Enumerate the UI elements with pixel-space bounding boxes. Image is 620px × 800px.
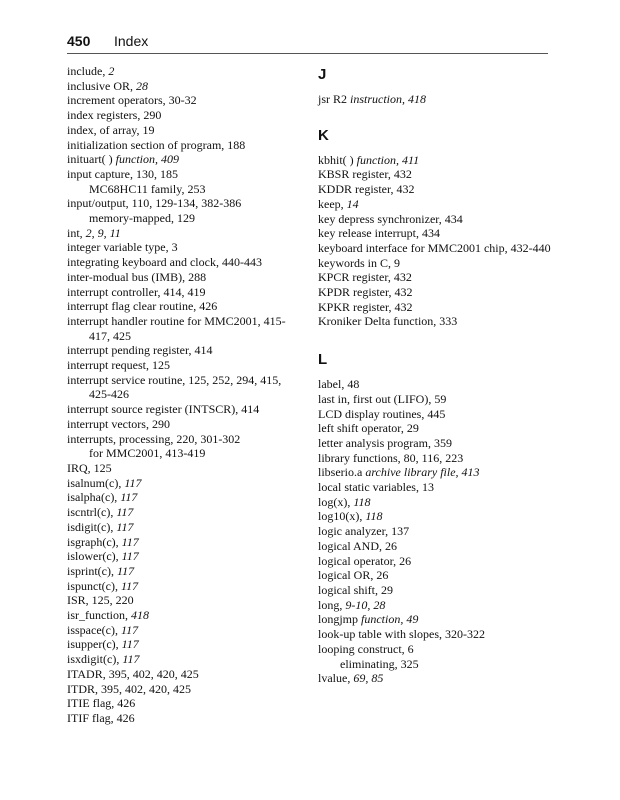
section-letter-j: J [318, 66, 327, 83]
index-term: kbhit( ) [318, 152, 357, 167]
index-entry [67, 417, 307, 432]
index-entry [67, 637, 307, 652]
index-term: look-up table with slopes, 320-322 [318, 627, 485, 642]
index-term: libserio.a [318, 465, 366, 480]
section-letter-k: K [318, 126, 329, 144]
index-term: logical operator, 26 [318, 553, 412, 568]
index-term: local static variables, 13 [318, 480, 434, 495]
index-term: ITIE flag, 426 [67, 696, 136, 711]
index-entry [318, 612, 558, 627]
page-reference: 2 [108, 64, 115, 78]
page-reference: 9-10, 28 [345, 597, 386, 612]
index-term: include, [67, 64, 109, 78]
index-entry [318, 598, 558, 613]
index-entry [67, 299, 307, 314]
section-letter-l: L [318, 351, 328, 369]
index-term: index registers, 290 [67, 108, 162, 123]
index-entry [67, 123, 307, 138]
index-term: eliminating, 325 [340, 656, 419, 671]
page-reference: 2, 9, 11 [85, 225, 121, 240]
index-entry [318, 300, 558, 315]
index-entry [67, 696, 307, 711]
page-number: 450 [67, 33, 91, 49]
index-term: initialization section of program, 188 [67, 137, 246, 152]
index-term: logic analyzer, 137 [318, 524, 410, 539]
index-entry [67, 535, 307, 550]
index-entry [318, 241, 558, 256]
index-entry [67, 255, 307, 270]
index-term: long, [318, 597, 346, 612]
index-term: interrupt source register (INTSCR), 414 [67, 402, 260, 417]
page-reference: function, 49 [361, 612, 419, 627]
index-entry [67, 476, 307, 491]
index-term: IRQ, 125 [67, 460, 112, 475]
index-term: left shift operator, 29 [318, 421, 419, 436]
section-j-entries [318, 92, 558, 107]
index-entry [318, 212, 558, 227]
index-term: logical OR, 26 [318, 568, 389, 583]
index-term: log10(x), [318, 509, 366, 524]
index-term: ITADR, 395, 402, 420, 425 [67, 666, 199, 681]
index-entry [318, 182, 558, 197]
index-term: interrupt pending register, 414 [67, 343, 213, 358]
index-term: jsr R2 [318, 92, 351, 106]
index-term: inter-modual bus (IMB), 288 [67, 269, 207, 284]
index-entry [67, 461, 307, 476]
index-term: KBSR register, 432 [318, 167, 412, 182]
index-term: int, [67, 225, 86, 240]
index-entry [67, 490, 307, 505]
page-reference: instruction, 418 [350, 92, 427, 106]
index-column-left [67, 64, 307, 726]
index-term: key depress synchronizer, 434 [318, 211, 463, 226]
index-entry [67, 402, 307, 417]
index-entry [318, 539, 558, 554]
page-reference: 117 [116, 519, 134, 534]
index-term: isdigit(c), [67, 519, 117, 534]
index-term: keep, [318, 196, 347, 211]
page-reference: 118 [365, 509, 383, 524]
index-entry [318, 436, 558, 451]
index-term: islower(c), [67, 549, 122, 564]
index-entry [67, 93, 307, 108]
index-entry [67, 270, 307, 285]
page-reference: 117 [121, 534, 139, 549]
index-entry [67, 579, 307, 594]
index-entry [318, 92, 558, 107]
index-term: inclusive OR, [67, 78, 136, 93]
index-entry [318, 524, 558, 539]
index-entry [318, 671, 558, 686]
index-entry [67, 373, 307, 388]
index-term: keyboard interface for MMC2001 chip, 432-440 [318, 240, 551, 255]
index-term: logical AND, 26 [318, 538, 397, 553]
page-reference: 117 [124, 475, 142, 490]
index-term: 425-426 [89, 387, 129, 402]
index-entry [67, 240, 307, 255]
index-entry [318, 554, 558, 569]
index-term: ITIF flag, 426 [67, 710, 135, 725]
index-term: KDDR register, 432 [318, 182, 415, 197]
index-term: interrupts, processing, 220, 301-302 [67, 431, 241, 446]
page-reference: 418 [131, 608, 149, 623]
index-entry [67, 593, 307, 608]
index-entry [67, 314, 307, 329]
index-subentry [318, 657, 558, 672]
index-entry [318, 407, 558, 422]
index-entry [67, 196, 307, 211]
index-entry [67, 108, 307, 123]
index-entry [67, 329, 307, 344]
index-term: isupper(c), [67, 637, 122, 652]
page-title: Index [114, 33, 149, 49]
page-reference: archive library file, 413 [365, 465, 480, 480]
index-entry [67, 79, 307, 94]
page-reference: 28 [136, 78, 148, 93]
index-entry [318, 197, 558, 212]
index-term: looping construct, 6 [318, 641, 414, 656]
index-entry [67, 285, 307, 300]
page-reference: 117 [116, 505, 134, 520]
section-l-entries [318, 377, 558, 686]
index-entry [67, 167, 307, 182]
index-entry [67, 520, 307, 535]
page-reference: 69, 85 [353, 671, 384, 686]
index-term: keywords in C, 9 [318, 255, 400, 270]
index-term: last in, first out (LIFO), 59 [318, 391, 447, 406]
index-entry [67, 138, 307, 153]
index-entry [318, 451, 558, 466]
index-entry [67, 505, 307, 520]
index-entry [318, 583, 558, 598]
index-term: iscntrl(c), [67, 505, 117, 520]
index-term: for MMC2001, 413-419 [89, 446, 206, 461]
index-term: library functions, 80, 116, 223 [318, 450, 464, 465]
page-reference: function, 411 [356, 152, 420, 167]
page-reference: 117 [117, 563, 135, 578]
page-reference: 117 [120, 490, 138, 505]
index-term: isprint(c), [67, 563, 117, 578]
index-term: integrating keyboard and clock, 440-443 [67, 255, 262, 270]
index-term: KPCR register, 432 [318, 270, 412, 285]
index-entry [318, 465, 558, 480]
index-entry [67, 387, 307, 402]
index-term: ispunct(c), [67, 578, 121, 593]
index-term: interrupt vectors, 290 [67, 416, 170, 431]
index-entry [67, 549, 307, 564]
index-entry [67, 343, 307, 358]
page-reference: function, 409 [115, 152, 179, 167]
index-term: Kroniker Delta function, 333 [318, 314, 458, 329]
index-entry [318, 285, 558, 300]
index-entry [67, 711, 307, 726]
page-reference: 117 [121, 637, 139, 652]
index-entry [318, 568, 558, 583]
index-entry [318, 270, 558, 285]
index-term: label, 48 [318, 377, 360, 392]
index-term: KPDR register, 432 [318, 285, 413, 300]
index-term: input capture, 130, 185 [67, 166, 178, 181]
index-entry [318, 314, 558, 329]
index-entry [67, 152, 307, 167]
section-k-entries [318, 153, 558, 329]
index-term: letter analysis program, 359 [318, 435, 452, 450]
index-entry [318, 377, 558, 392]
index-term: LCD display routines, 445 [318, 406, 446, 421]
index-term: integer variable type, 3 [67, 240, 178, 255]
index-term: longjmp [318, 612, 362, 627]
index-term: memory-mapped, 129 [89, 211, 195, 226]
index-entry [67, 564, 307, 579]
index-term: interrupt controller, 414, 419 [67, 284, 206, 299]
index-term: increment operators, 30-32 [67, 93, 197, 108]
index-entry [318, 509, 558, 524]
index-entry [318, 642, 558, 657]
index-entry [67, 682, 307, 697]
index-column-right [318, 64, 558, 686]
index-term: interrupt service routine, 125, 252, 294, 415, [67, 372, 282, 387]
index-entry [318, 480, 558, 495]
index-subentry [67, 182, 307, 197]
page-reference: 117 [121, 549, 139, 564]
index-term: interrupt flag clear routine, 426 [67, 299, 218, 314]
index-term: input/output, 110, 129-134, 382-386 [67, 196, 242, 211]
page-reference: 117 [120, 622, 139, 637]
page-reference: 117 [120, 578, 139, 593]
index-term: isgraph(c), [67, 534, 122, 549]
index-entry [318, 421, 558, 436]
index-entry [318, 627, 558, 642]
index-term: logical shift, 29 [318, 582, 393, 597]
index-term: key release interrupt, 434 [318, 226, 440, 241]
index-subentry [67, 211, 307, 226]
index-entry [67, 608, 307, 623]
page-reference: 118 [353, 494, 371, 509]
index-entry [67, 623, 307, 638]
index-entry [318, 256, 558, 271]
index-entry [67, 667, 307, 682]
index-term: isalnum(c), [67, 475, 125, 490]
index-term: ITDR, 395, 402, 420, 425 [67, 681, 191, 696]
index-entry [67, 226, 307, 241]
index-term: isalpha(c), [67, 490, 121, 505]
index-term: KPKR register, 432 [318, 299, 413, 314]
index-term: isspace(c), [67, 622, 121, 637]
index-term: interrupt request, 125 [67, 358, 170, 373]
index-term: interrupt handler routine for MMC2001, 415- [67, 313, 286, 328]
index-term: MC68HC11 family, 253 [89, 181, 206, 196]
index-entry [67, 652, 307, 667]
running-header [67, 31, 548, 54]
index-term: ISR, 125, 220 [67, 593, 134, 608]
index-entry [318, 153, 558, 168]
index-entry [67, 358, 307, 373]
page-reference: 117 [122, 652, 140, 667]
index-entry [318, 167, 558, 182]
index-entry [67, 432, 307, 447]
index-term: log(x), [318, 494, 354, 509]
index-term: isxdigit(c), [67, 652, 123, 667]
index-entry [318, 226, 558, 241]
index-entry [318, 392, 558, 407]
index-term: isr_function, [67, 608, 131, 623]
index-term: inituart( ) [67, 152, 116, 167]
index-term: index, of array, 19 [67, 122, 155, 137]
index-term: 417, 425 [89, 328, 131, 343]
index-term: lvalue, [318, 671, 354, 686]
page-reference: 14 [346, 196, 359, 211]
index-entry [318, 495, 558, 510]
index-entry [67, 64, 307, 79]
index-subentry [67, 446, 307, 461]
